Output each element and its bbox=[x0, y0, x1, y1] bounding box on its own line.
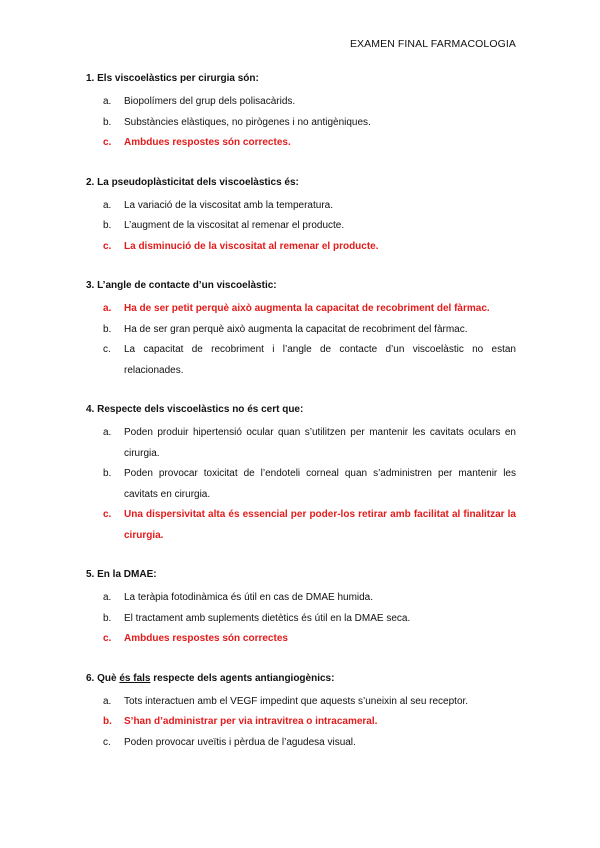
option-letter: c. bbox=[103, 344, 111, 355]
option-text: Ha de ser gran perquè això augmenta la capacitat de recobriment del fàrmac. bbox=[124, 323, 468, 335]
correct-answer-option bbox=[86, 712, 516, 733]
option-letter: a. bbox=[103, 592, 112, 603]
option-letter: c. bbox=[103, 240, 112, 252]
option-text: Tots interactuen amb el VEGF impedint que aquests s’uneixin al seu receptor. bbox=[124, 695, 469, 707]
option-letter: b. bbox=[103, 220, 112, 231]
question-title: 5. En la DMAE: bbox=[86, 569, 157, 580]
answer-option bbox=[86, 113, 516, 134]
option-letter: c. bbox=[103, 509, 112, 520]
correct-answer-option bbox=[86, 299, 516, 320]
option-letter: b. bbox=[103, 468, 112, 479]
question-4 bbox=[86, 403, 516, 546]
correct-answer-option bbox=[86, 133, 516, 154]
title-part: respecte dels agents antiangiogènics: bbox=[150, 672, 335, 684]
option-letter: a. bbox=[103, 427, 112, 438]
option-text: Una dispersivitat alta és essencial per poder-los retirar amb facilitat al finalitzar la cirurgia. bbox=[124, 509, 516, 541]
question-3 bbox=[86, 279, 516, 381]
option-letter: a. bbox=[103, 303, 112, 314]
answer-option bbox=[86, 692, 516, 713]
option-letter: b. bbox=[103, 716, 112, 727]
option-text: La capacitat de recobriment i l’angle de contacte d’un viscoelàstic no estan relacionades. bbox=[124, 344, 516, 376]
option-letter: a. bbox=[103, 199, 112, 211]
correct-answer-option bbox=[86, 237, 516, 258]
option-text: L’augment de la viscositat al remenar el producte. bbox=[124, 220, 345, 231]
answer-option bbox=[86, 216, 516, 237]
answer-option bbox=[86, 609, 516, 630]
option-letter: b. bbox=[103, 612, 112, 624]
option-text: La variació de la viscositat amb la temperatura. bbox=[124, 199, 333, 211]
question-title bbox=[86, 672, 516, 686]
question-title: 2. La pseudoplàsticitat dels viscoelàstics és: bbox=[86, 176, 299, 188]
option-letter: a. bbox=[103, 695, 112, 707]
question-2 bbox=[86, 176, 516, 258]
option-text: Poden provocar toxicitat de l’endoteli corneal quan s’administren per mantenir les cavitats en cirurgia. bbox=[124, 468, 516, 500]
option-text: Substàncies elàstiques, no pirògenes i no antigèniques. bbox=[124, 116, 371, 128]
correct-answer-option bbox=[86, 505, 516, 546]
answer-option bbox=[86, 464, 516, 505]
option-text: El tractament amb suplements dietètics és útil en la DMAE seca. bbox=[124, 612, 411, 624]
option-text: S’han d’administrar per via intravitrea o intracameral. bbox=[124, 716, 378, 727]
option-text: Poden produir hipertensió ocular quan s’utilitzen per mantenir les cavitats oculars en cirurgia. bbox=[124, 427, 516, 459]
option-text: Ambdues respostes són correctes bbox=[124, 633, 288, 644]
document-header: EXAMEN FINAL FARMACOLOGIA bbox=[349, 38, 516, 50]
option-letter: b. bbox=[103, 116, 112, 128]
option-text: Biopolímers del grup dels polisacàrids. bbox=[124, 96, 296, 107]
option-text: La disminució de la viscositat al remenar el producte. bbox=[124, 240, 379, 252]
title-underlined-part: és fals bbox=[119, 672, 151, 684]
answer-option bbox=[86, 320, 516, 341]
answer-option bbox=[86, 196, 516, 217]
question-title: 3. L’angle de contacte d’un viscoelàstic: bbox=[86, 280, 277, 291]
question-title: 1. Els viscoelàstics per cirurgia són: bbox=[86, 73, 259, 84]
option-text: Ambdues respostes són correctes. bbox=[124, 137, 291, 148]
question-title: 4. Respecte dels viscoelàstics no és cert que: bbox=[86, 404, 304, 415]
option-text: Ha de ser petit perquè això augmenta la capacitat de recobriment del fàrmac. bbox=[124, 303, 490, 314]
option-letter: a. bbox=[103, 96, 112, 107]
answer-option bbox=[86, 588, 516, 609]
option-text: La teràpia fotodinàmica és útil en cas de DMAE humida. bbox=[124, 592, 374, 603]
option-letter: b. bbox=[103, 323, 112, 335]
question-1 bbox=[86, 72, 516, 154]
question-5 bbox=[86, 568, 516, 650]
answer-option bbox=[86, 423, 516, 464]
exam-content bbox=[86, 72, 516, 775]
option-text: Poden provocar uveïtis i pèrdua de l’agudesa visual. bbox=[124, 736, 356, 748]
option-letter: c. bbox=[103, 633, 112, 644]
question-6 bbox=[86, 672, 516, 754]
title-part: 6. Què bbox=[86, 672, 120, 684]
answer-option bbox=[86, 340, 516, 381]
option-letter: c. bbox=[103, 137, 112, 148]
answer-option bbox=[86, 92, 516, 113]
correct-answer-option bbox=[86, 629, 516, 650]
option-letter: c. bbox=[103, 736, 111, 748]
answer-option bbox=[86, 733, 516, 754]
